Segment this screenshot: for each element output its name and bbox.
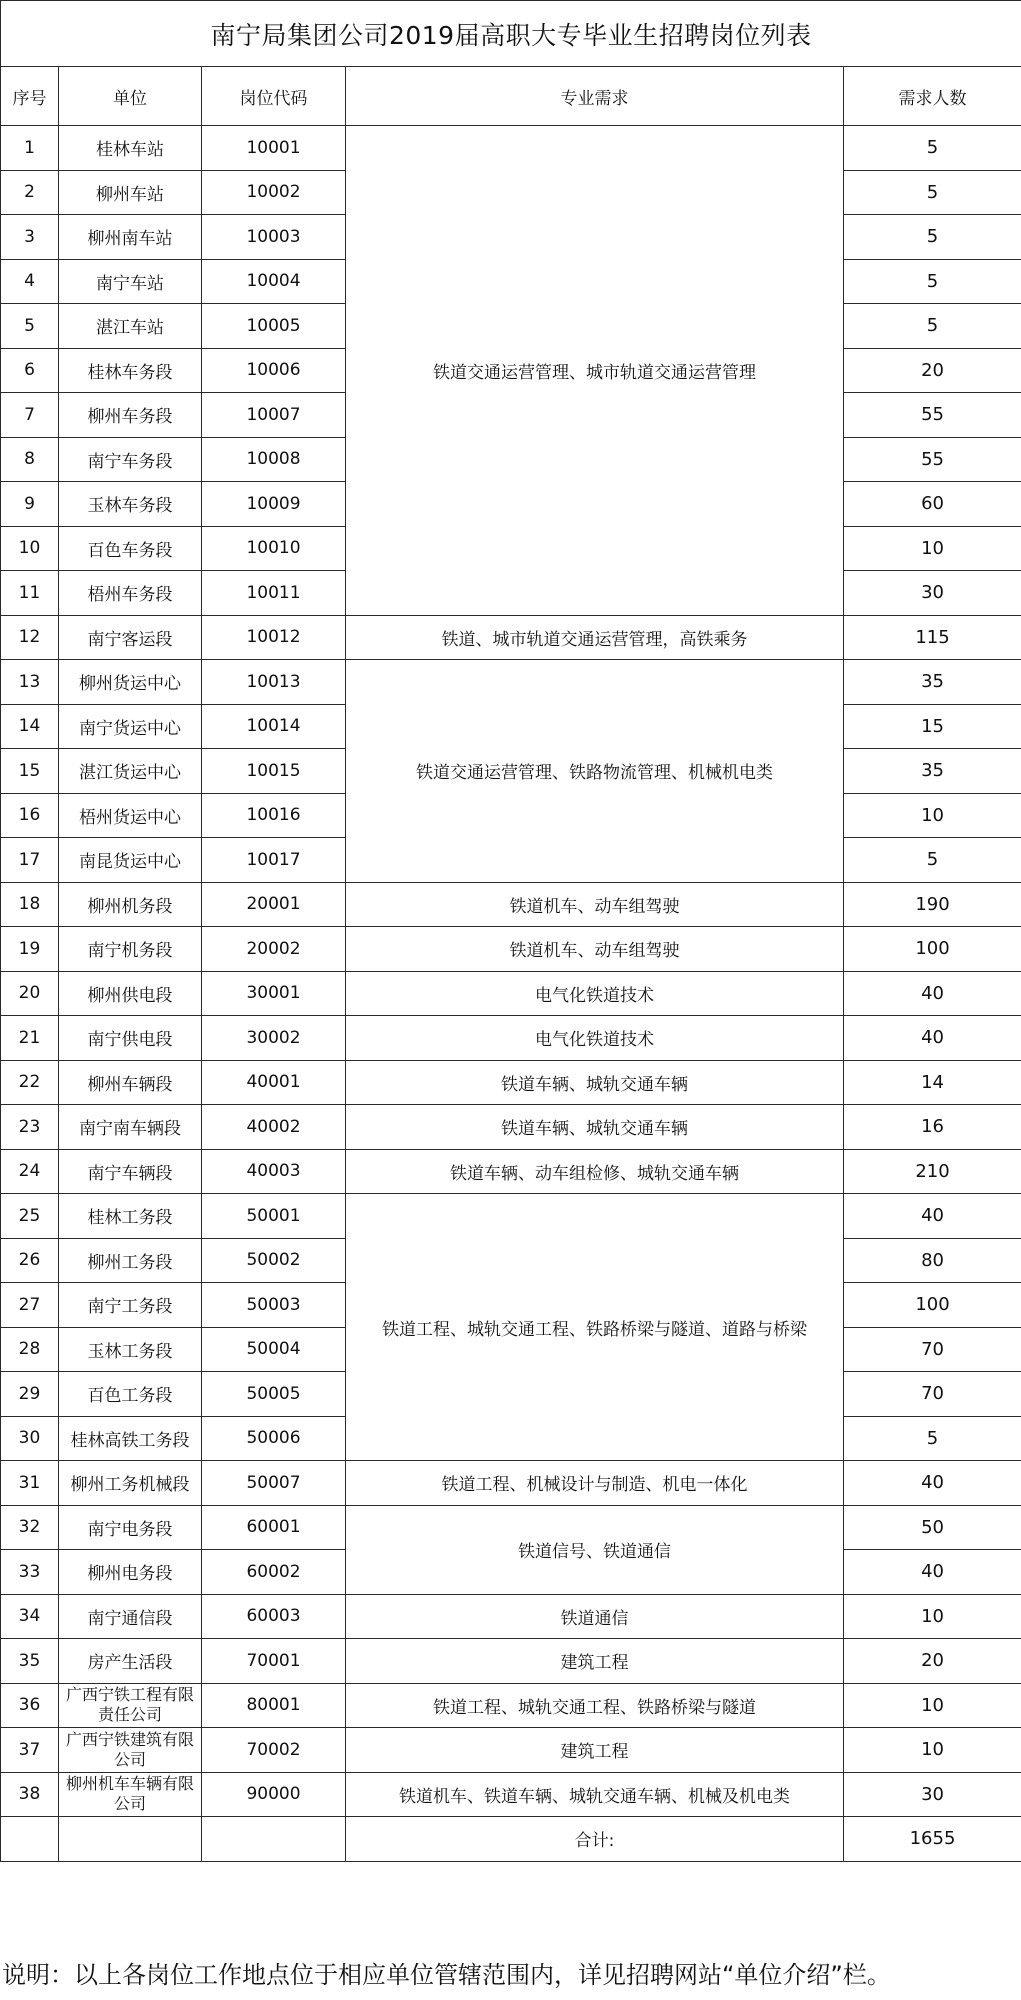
row-code: 10001 <box>202 126 346 171</box>
row-major: 铁道车辆、动车组检修、城轨交通车辆 <box>346 1149 844 1194</box>
row-index: 33 <box>1 1550 59 1595</box>
row-code: 90000 <box>202 1772 346 1817</box>
row-index: 22 <box>1 1060 59 1105</box>
row-major: 建筑工程 <box>346 1728 844 1773</box>
row-code: 30002 <box>202 1016 346 1061</box>
row-code: 50002 <box>202 1238 346 1283</box>
row-count: 70 <box>844 1327 1021 1372</box>
table-row <box>1 1194 1021 1239</box>
table-row <box>1 1594 1021 1639</box>
row-code: 10008 <box>202 437 346 482</box>
row-count: 20 <box>844 348 1021 393</box>
row-unit: 柳州机务段 <box>59 882 202 927</box>
row-major: 铁道交通运营管理、铁路物流管理、机械机电类 <box>346 660 844 883</box>
row-code: 50007 <box>202 1461 346 1506</box>
row-unit: 南宁车站 <box>59 259 202 304</box>
row-index: 25 <box>1 1194 59 1239</box>
table-title: 南宁局集团公司2019届高职大专毕业生招聘岗位列表 <box>1 1 1021 67</box>
row-unit: 湛江货运中心 <box>59 749 202 794</box>
row-unit: 南宁货运中心 <box>59 704 202 749</box>
row-count: 40 <box>844 1016 1021 1061</box>
row-index: 34 <box>1 1594 59 1639</box>
row-major: 铁道工程、城轨交通工程、铁路桥梁与隧道 <box>346 1683 844 1728</box>
row-index: 38 <box>1 1772 59 1817</box>
table-row <box>1 660 1021 705</box>
header-code: 岗位代码 <box>202 67 346 126</box>
row-index: 7 <box>1 393 59 438</box>
row-unit: 柳州货运中心 <box>59 660 202 705</box>
row-major: 建筑工程 <box>346 1639 844 1684</box>
row-code: 10017 <box>202 838 346 883</box>
row-code: 20002 <box>202 927 346 972</box>
table-row <box>1 1728 1021 1773</box>
header-unit: 单位 <box>59 67 202 126</box>
row-count: 210 <box>844 1149 1021 1194</box>
row-index: 32 <box>1 1505 59 1550</box>
row-count: 40 <box>844 971 1021 1016</box>
table-row <box>1 615 1021 660</box>
row-index: 18 <box>1 882 59 927</box>
row-major: 铁道机车、动车组驾驶 <box>346 882 844 927</box>
row-code: 10004 <box>202 259 346 304</box>
row-unit: 柳州供电段 <box>59 971 202 1016</box>
row-index: 9 <box>1 482 59 527</box>
total-value: 1655 <box>844 1817 1021 1862</box>
total-empty-index <box>1 1817 59 1862</box>
row-index: 13 <box>1 660 59 705</box>
row-code: 10003 <box>202 215 346 260</box>
row-count: 40 <box>844 1461 1021 1506</box>
row-major: 铁道工程、城轨交通工程、铁路桥梁与隧道、道路与桥梁 <box>346 1194 844 1461</box>
row-code: 60001 <box>202 1505 346 1550</box>
row-major: 铁道车辆、城轨交通车辆 <box>346 1105 844 1150</box>
row-index: 28 <box>1 1327 59 1372</box>
row-index: 29 <box>1 1372 59 1417</box>
row-index: 3 <box>1 215 59 260</box>
row-index: 5 <box>1 304 59 349</box>
row-code: 40003 <box>202 1149 346 1194</box>
table-row <box>1 1639 1021 1684</box>
row-unit: 柳州车辆段 <box>59 1060 202 1105</box>
row-code: 10006 <box>202 348 346 393</box>
row-index: 35 <box>1 1639 59 1684</box>
header-count: 需求人数 <box>844 67 1021 126</box>
row-unit: 柳州工务段 <box>59 1238 202 1283</box>
row-major: 铁道机车、动车组驾驶 <box>346 927 844 972</box>
row-count: 35 <box>844 660 1021 705</box>
row-count: 70 <box>844 1372 1021 1417</box>
row-index: 30 <box>1 1416 59 1461</box>
row-index: 12 <box>1 615 59 660</box>
row-major: 铁道车辆、城轨交通车辆 <box>346 1060 844 1105</box>
row-major: 铁道交通运营管理、城市轨道交通运营管理 <box>346 126 844 616</box>
row-major: 铁道信号、铁道通信 <box>346 1505 844 1594</box>
row-count: 15 <box>844 704 1021 749</box>
table-row <box>1 126 1021 171</box>
row-major: 铁道机车、铁道车辆、城轨交通车辆、机械及机电类 <box>346 1772 844 1817</box>
row-index: 16 <box>1 793 59 838</box>
row-count: 35 <box>844 749 1021 794</box>
row-code: 40001 <box>202 1060 346 1105</box>
row-count: 40 <box>844 1194 1021 1239</box>
row-count: 100 <box>844 1283 1021 1328</box>
row-code: 70002 <box>202 1728 346 1773</box>
row-code: 10016 <box>202 793 346 838</box>
row-count: 190 <box>844 882 1021 927</box>
row-major: 电气化铁道技术 <box>346 1016 844 1061</box>
row-count: 60 <box>844 482 1021 527</box>
row-code: 10013 <box>202 660 346 705</box>
table-row <box>1 1016 1021 1061</box>
row-unit: 百色车务段 <box>59 526 202 571</box>
total-label: 合计: <box>346 1817 844 1862</box>
row-unit: 桂林高铁工务段 <box>59 1416 202 1461</box>
row-index: 14 <box>1 704 59 749</box>
row-count: 10 <box>844 1683 1021 1728</box>
row-count: 10 <box>844 1594 1021 1639</box>
table-body <box>1 126 1021 1817</box>
row-major: 电气化铁道技术 <box>346 971 844 1016</box>
row-count: 30 <box>844 571 1021 616</box>
table-row <box>1 1772 1021 1817</box>
row-unit: 柳州机车车辆有限公司 <box>59 1772 202 1817</box>
row-code: 50005 <box>202 1372 346 1417</box>
row-unit: 柳州南车站 <box>59 215 202 260</box>
row-unit: 湛江车站 <box>59 304 202 349</box>
header-major: 专业需求 <box>346 67 844 126</box>
header-index: 序号 <box>1 67 59 126</box>
row-unit: 桂林工务段 <box>59 1194 202 1239</box>
row-index: 2 <box>1 170 59 215</box>
row-count: 10 <box>844 793 1021 838</box>
row-code: 20001 <box>202 882 346 927</box>
row-unit: 南宁车务段 <box>59 437 202 482</box>
row-major: 铁道工程、机械设计与制造、机电一体化 <box>346 1461 844 1506</box>
row-code: 60002 <box>202 1550 346 1595</box>
row-major: 铁道、城市轨道交通运营管理，高铁乘务 <box>346 615 844 660</box>
row-unit: 柳州车站 <box>59 170 202 215</box>
row-code: 10007 <box>202 393 346 438</box>
row-index: 15 <box>1 749 59 794</box>
row-index: 19 <box>1 927 59 972</box>
row-code: 50004 <box>202 1327 346 1372</box>
row-code: 50001 <box>202 1194 346 1239</box>
table-row <box>1 1505 1021 1550</box>
row-count: 55 <box>844 393 1021 438</box>
row-count: 55 <box>844 437 1021 482</box>
row-index: 20 <box>1 971 59 1016</box>
row-count: 5 <box>844 1416 1021 1461</box>
row-code: 10009 <box>202 482 346 527</box>
table-row <box>1 927 1021 972</box>
row-unit: 梧州货运中心 <box>59 793 202 838</box>
row-count: 115 <box>844 615 1021 660</box>
row-count: 100 <box>844 927 1021 972</box>
row-code: 60003 <box>202 1594 346 1639</box>
row-unit: 南宁南车辆段 <box>59 1105 202 1150</box>
row-code: 10014 <box>202 704 346 749</box>
row-count: 14 <box>844 1060 1021 1105</box>
row-count: 30 <box>844 1772 1021 1817</box>
table-row <box>1 971 1021 1016</box>
row-unit: 梧州车务段 <box>59 571 202 616</box>
row-code: 10015 <box>202 749 346 794</box>
row-count: 80 <box>844 1238 1021 1283</box>
row-code: 10005 <box>202 304 346 349</box>
table-row <box>1 1105 1021 1150</box>
row-count: 5 <box>844 304 1021 349</box>
row-count: 20 <box>844 1639 1021 1684</box>
row-unit: 广西宁铁工程有限责任公司 <box>59 1683 202 1728</box>
row-index: 17 <box>1 838 59 883</box>
row-index: 27 <box>1 1283 59 1328</box>
row-code: 70001 <box>202 1639 346 1684</box>
row-unit: 广西宁铁建筑有限公司 <box>59 1728 202 1773</box>
row-unit: 房产生活段 <box>59 1639 202 1684</box>
row-index: 21 <box>1 1016 59 1061</box>
row-unit: 南宁车辆段 <box>59 1149 202 1194</box>
row-index: 10 <box>1 526 59 571</box>
table-row <box>1 882 1021 927</box>
row-index: 8 <box>1 437 59 482</box>
row-code: 50006 <box>202 1416 346 1461</box>
row-index: 26 <box>1 1238 59 1283</box>
row-code: 40002 <box>202 1105 346 1150</box>
row-index: 4 <box>1 259 59 304</box>
table-row <box>1 1461 1021 1506</box>
row-code: 10012 <box>202 615 346 660</box>
total-row <box>1 1817 1021 1862</box>
row-index: 11 <box>1 571 59 616</box>
row-count: 5 <box>844 126 1021 171</box>
row-unit: 柳州工务机械段 <box>59 1461 202 1506</box>
row-unit: 南宁电务段 <box>59 1505 202 1550</box>
row-unit: 桂林车站 <box>59 126 202 171</box>
row-unit: 南宁机务段 <box>59 927 202 972</box>
total-empty-code <box>202 1817 346 1862</box>
row-unit: 南昆货运中心 <box>59 838 202 883</box>
row-count: 5 <box>844 215 1021 260</box>
row-unit: 南宁供电段 <box>59 1016 202 1061</box>
total-empty-unit <box>59 1817 202 1862</box>
row-code: 80001 <box>202 1683 346 1728</box>
row-count: 5 <box>844 170 1021 215</box>
row-code: 10011 <box>202 571 346 616</box>
row-major: 铁道通信 <box>346 1594 844 1639</box>
row-index: 23 <box>1 1105 59 1150</box>
row-count: 50 <box>844 1505 1021 1550</box>
row-index: 6 <box>1 348 59 393</box>
row-unit: 桂林车务段 <box>59 348 202 393</box>
row-code: 10010 <box>202 526 346 571</box>
row-count: 10 <box>844 1728 1021 1773</box>
row-count: 5 <box>844 838 1021 883</box>
row-index: 36 <box>1 1683 59 1728</box>
row-count: 16 <box>844 1105 1021 1150</box>
row-index: 37 <box>1 1728 59 1773</box>
row-code: 10002 <box>202 170 346 215</box>
table-row <box>1 1149 1021 1194</box>
table-row <box>1 1683 1021 1728</box>
row-unit: 玉林工务段 <box>59 1327 202 1372</box>
row-code: 50003 <box>202 1283 346 1328</box>
row-count: 10 <box>844 526 1021 571</box>
row-unit: 柳州车务段 <box>59 393 202 438</box>
row-unit: 百色工务段 <box>59 1372 202 1417</box>
row-unit: 南宁通信段 <box>59 1594 202 1639</box>
row-count: 5 <box>844 259 1021 304</box>
row-code: 30001 <box>202 971 346 1016</box>
row-unit: 南宁客运段 <box>59 615 202 660</box>
row-count: 40 <box>844 1550 1021 1595</box>
row-unit: 玉林车务段 <box>59 482 202 527</box>
table-row <box>1 1060 1021 1105</box>
header-row <box>1 67 1021 126</box>
row-unit: 柳州电务段 <box>59 1550 202 1595</box>
footnote: 说明：以上各岗位工作地点位于相应单位管辖范围内，详见招聘网站“单位介绍”栏。 <box>2 1961 891 1989</box>
row-index: 31 <box>1 1461 59 1506</box>
row-index: 1 <box>1 126 59 171</box>
row-unit: 南宁工务段 <box>59 1283 202 1328</box>
row-index: 24 <box>1 1149 59 1194</box>
